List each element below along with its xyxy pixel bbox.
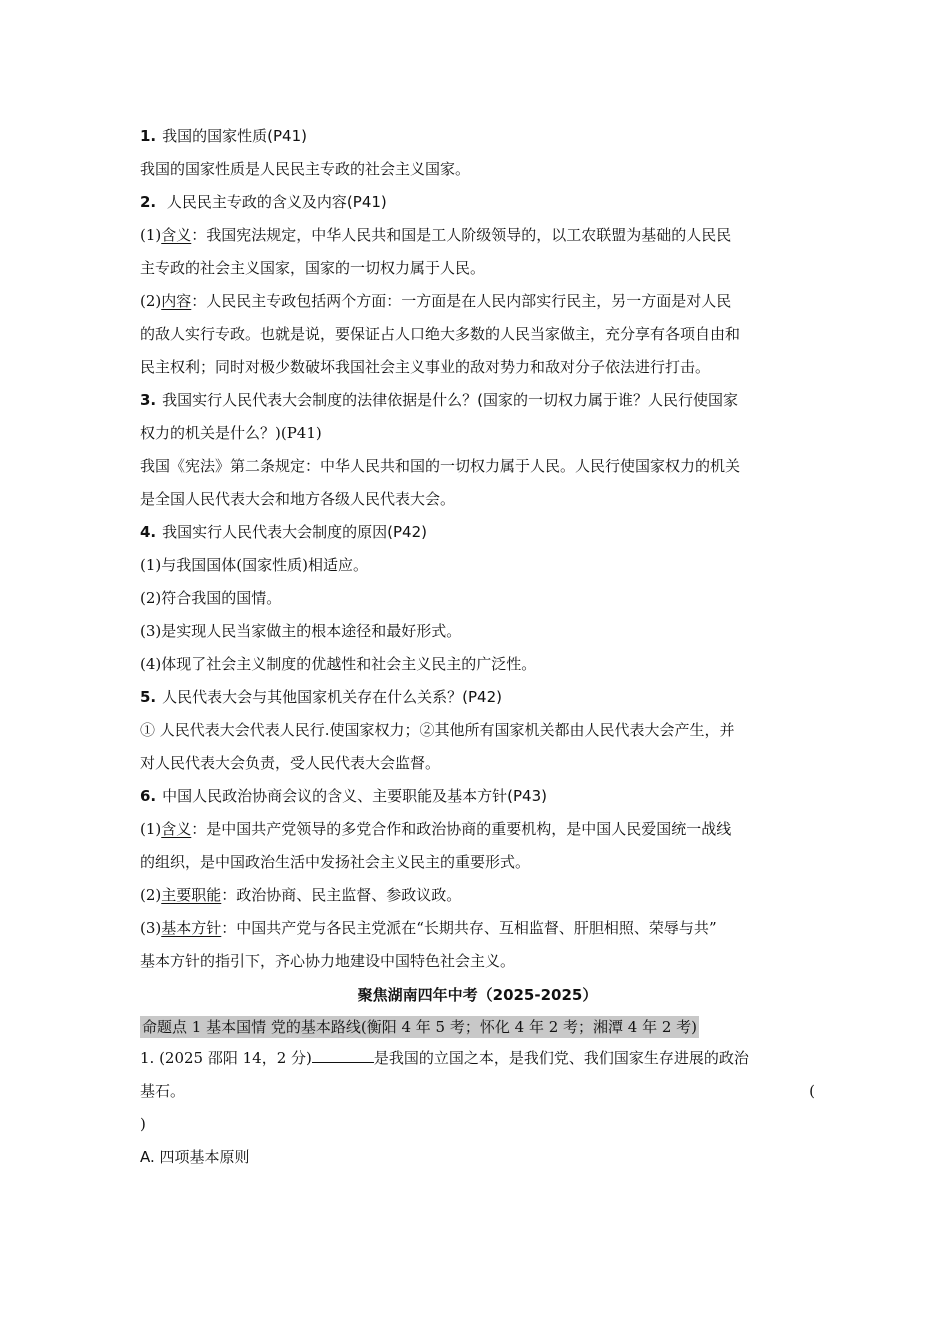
exercise-text: 是我国的立国之本，是我们党、我们国家生存进展的政治 [373,1049,749,1067]
section-title: 聚焦湖南四年中考（2025-2025） [357,986,598,1004]
answer-text: ：是中国共产党领导的多党合作和政治协商的重要机构，是中国人民爱国统一战线 [191,820,732,838]
answer-line [140,813,815,846]
answer-text: (1)与我国国体(国家性质)相适应。 [140,556,368,574]
question-6-heading [140,780,815,813]
underlined-keyword: 含义 [161,820,192,838]
answer-text: ：中国共产党与各民主党派在“长期共存、互相监督、肝胆相照、荣辱与共” [221,919,717,937]
answer-text: 我国的国家性质是人民民主专政的社会主义国家。 [140,160,471,178]
item-prefix: (3) [140,919,162,937]
answer-paren-close: ) [140,1115,146,1133]
question-number: 6. [140,787,157,805]
answer-text: 对人民代表大会负责，受人民代表大会监督。 [140,754,441,772]
answer-text: ：政治协商、民主监督、参政议政。 [221,886,462,904]
exercise-source: 1. (2025 邵阳 14，2 分) [140,1049,312,1067]
answer-text: 的敌人实行专政。也就是说，要保证占人口绝大多数的人民当家做主，充分享有各项自由和 [140,325,741,343]
answer-blank [312,1048,374,1063]
item-prefix: (1) [140,820,162,838]
question-2-heading [140,186,815,219]
answer-text: 民主权利；同时对极少数破坏我国社会主义事业的敌对势力和敌对分子依法进行打击。 [140,358,711,376]
exercise-stem [140,1042,815,1075]
question-number: 5. [140,688,157,706]
question-number: 4. [140,523,157,541]
question-number: 1. [140,127,157,145]
question-3-heading [140,384,815,417]
document-body [140,120,815,1174]
answer-paren-open: ( [809,1082,815,1100]
underlined-keyword: 主要职能 [161,886,222,904]
answer-line [140,285,815,318]
option-a: A. 四项基本原则 [140,1148,250,1166]
underlined-keyword: 内容 [161,292,192,310]
question-title: 人民民主专政的含义及内容(P41) [166,193,387,211]
answer-text: 是全国人民代表大会和地方各级人民代表大会。 [140,490,456,508]
exercise-stem-continued [140,1075,815,1108]
answer-text: ：人民民主专政包括两个方面：一方面是在人民内部实行民主，另一方面是对人民 [191,292,732,310]
question-title-continued: 权力的机关是什么？)(P41) [140,424,322,442]
answer-text: 基本方针的指引下，齐心协力地建设中国特色社会主义。 [140,952,516,970]
question-title: 人民代表大会与其他国家机关存在什么关系？(P42) [162,688,502,706]
answer-line [140,912,815,945]
answer-line [140,219,815,252]
exercise-text: 基石。 [140,1082,186,1100]
answer-text: ① 人民代表大会代表人民行.使国家权力；②其他所有国家机关都由人民代表大会产生，并 [140,721,735,739]
answer-text: 的组织，是中国政治生活中发扬社会主义民主的重要形式。 [140,853,531,871]
answer-text: (4)体现了社会主义制度的优越性和社会主义民主的广泛性。 [140,655,537,673]
answer-text: (3)是实现人民当家做主的根本途径和最好形式。 [140,622,462,640]
question-5-heading [140,681,815,714]
question-number: 3. [140,391,157,409]
question-4-heading [140,516,815,549]
item-prefix: (2) [140,292,162,310]
answer-text: (2)符合我国的国情。 [140,589,282,607]
answer-text: ：我国宪法规定，中华人民共和国是工人阶级领导的，以工农联盟为基础的人民民 [191,226,732,244]
question-title: 我国的国家性质(P41) [162,127,307,145]
question-number: 2. [140,193,157,211]
question-title: 我国实行人民代表大会制度的法律依据是什么？(国家的一切权力属于谁？人民行使国家 [162,391,738,409]
question-1-heading [140,120,815,153]
answer-text: 主专政的社会主义国家，国家的一切权力属于人民。 [140,259,486,277]
answer-line [140,879,815,912]
question-title: 我国实行人民代表大会制度的原因(P42) [162,523,427,541]
topic-band-row [140,1012,815,1042]
answer-text: 我国《宪法》第二条规定：中华人民共和国的一切权力属于人民。人民行使国家权力的机关 [140,457,741,475]
topic-band: 命题点 1 基本国情 党的基本路线(衡阳 4 年 5 考；怀化 4 年 2 考；湘潭 4 年 2 考) [142,1018,698,1036]
question-title: 中国人民政治协商会议的含义、主要职能及基本方针(P43) [162,787,547,805]
underlined-keyword: 基本方针 [161,919,222,937]
item-prefix: (1) [140,226,162,244]
underlined-keyword: 含义 [161,226,192,244]
item-prefix: (2) [140,886,162,904]
